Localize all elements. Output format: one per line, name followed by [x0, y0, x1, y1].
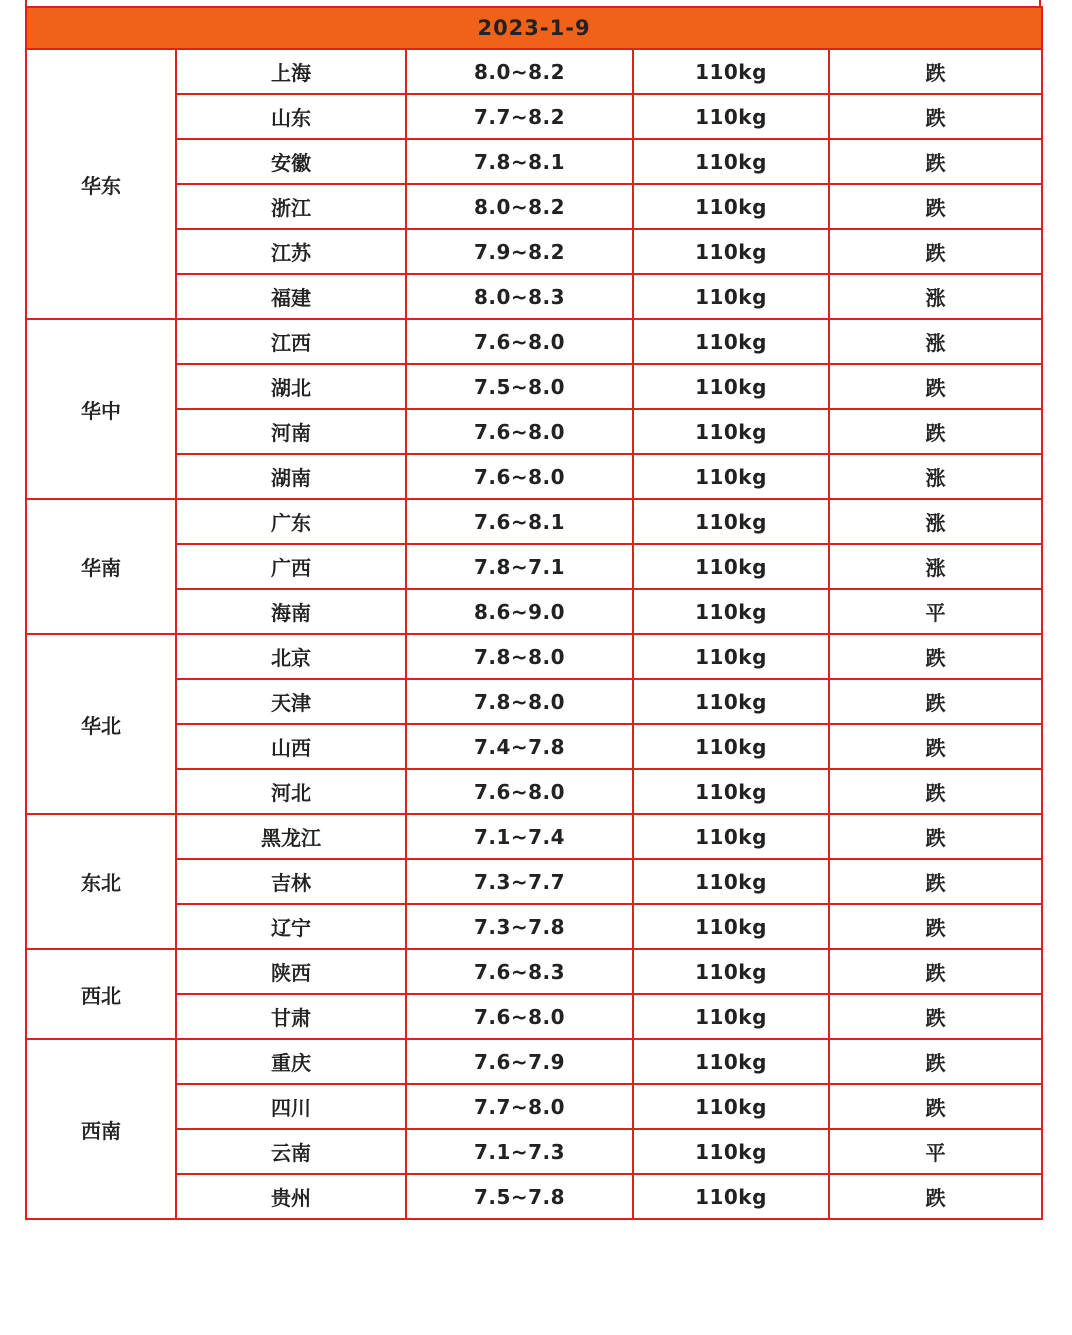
weight-cell: 110kg	[633, 274, 829, 319]
weight-cell: 110kg	[633, 139, 829, 184]
price-range-cell: 7.8~8.0	[406, 679, 633, 724]
price-range-cell: 8.0~8.2	[406, 184, 633, 229]
province-cell: 湖北	[176, 364, 406, 409]
trend-cell: 跌	[829, 994, 1042, 1039]
province-cell: 江苏	[176, 229, 406, 274]
table-row	[26, 49, 1042, 94]
weight-cell: 110kg	[633, 994, 829, 1039]
province-cell: 海南	[176, 589, 406, 634]
price-range-cell: 7.6~8.0	[406, 454, 633, 499]
date-header: 2023-1-9	[26, 7, 1042, 49]
table-row	[26, 1174, 1042, 1219]
table-row	[26, 949, 1042, 994]
price-table	[25, 6, 1043, 1220]
table-row	[26, 769, 1042, 814]
table-row	[26, 994, 1042, 1039]
price-range-cell: 8.6~9.0	[406, 589, 633, 634]
price-range-cell: 7.7~8.2	[406, 94, 633, 139]
weight-cell: 110kg	[633, 409, 829, 454]
province-cell: 甘肃	[176, 994, 406, 1039]
trend-cell: 涨	[829, 319, 1042, 364]
province-cell: 辽宁	[176, 904, 406, 949]
weight-cell: 110kg	[633, 49, 829, 94]
weight-cell: 110kg	[633, 94, 829, 139]
province-cell: 四川	[176, 1084, 406, 1129]
price-range-cell: 7.9~8.2	[406, 229, 633, 274]
region-cell: 华东	[26, 49, 176, 319]
region-cell: 东北	[26, 814, 176, 949]
price-range-cell: 7.8~8.0	[406, 634, 633, 679]
weight-cell: 110kg	[633, 904, 829, 949]
trend-cell: 跌	[829, 49, 1042, 94]
trend-cell: 跌	[829, 139, 1042, 184]
weight-cell: 110kg	[633, 544, 829, 589]
province-cell: 河北	[176, 769, 406, 814]
table-row	[26, 409, 1042, 454]
price-range-cell: 7.7~8.0	[406, 1084, 633, 1129]
trend-cell: 跌	[829, 814, 1042, 859]
table-row	[26, 1129, 1042, 1174]
table-row	[26, 904, 1042, 949]
price-range-cell: 7.6~8.0	[406, 409, 633, 454]
table-row	[26, 814, 1042, 859]
trend-cell: 平	[829, 589, 1042, 634]
trend-cell: 涨	[829, 454, 1042, 499]
weight-cell: 110kg	[633, 679, 829, 724]
table-row	[26, 679, 1042, 724]
weight-cell: 110kg	[633, 319, 829, 364]
trend-cell: 跌	[829, 724, 1042, 769]
province-cell: 贵州	[176, 1174, 406, 1219]
weight-cell: 110kg	[633, 634, 829, 679]
table-row	[26, 859, 1042, 904]
table-row	[26, 94, 1042, 139]
weight-cell: 110kg	[633, 589, 829, 634]
province-cell: 广东	[176, 499, 406, 544]
table-row	[26, 724, 1042, 769]
province-cell: 广西	[176, 544, 406, 589]
table-row	[26, 1039, 1042, 1084]
table-row	[26, 454, 1042, 499]
price-range-cell: 7.8~7.1	[406, 544, 633, 589]
weight-cell: 110kg	[633, 184, 829, 229]
province-cell: 吉林	[176, 859, 406, 904]
price-range-cell: 7.1~7.4	[406, 814, 633, 859]
date-header-row	[26, 7, 1042, 49]
trend-cell: 跌	[829, 409, 1042, 454]
table-row	[26, 184, 1042, 229]
trend-cell: 跌	[829, 1174, 1042, 1219]
price-range-cell: 8.0~8.2	[406, 49, 633, 94]
table-row	[26, 229, 1042, 274]
table-row	[26, 139, 1042, 184]
province-cell: 山西	[176, 724, 406, 769]
province-cell: 福建	[176, 274, 406, 319]
region-cell: 华中	[26, 319, 176, 499]
trend-cell: 平	[829, 1129, 1042, 1174]
weight-cell: 110kg	[633, 499, 829, 544]
table-row	[26, 634, 1042, 679]
trend-cell: 跌	[829, 1039, 1042, 1084]
price-range-cell: 7.4~7.8	[406, 724, 633, 769]
trend-cell: 跌	[829, 94, 1042, 139]
price-range-cell: 7.5~8.0	[406, 364, 633, 409]
price-range-cell: 8.0~8.3	[406, 274, 633, 319]
province-cell: 湖南	[176, 454, 406, 499]
trend-cell: 跌	[829, 1084, 1042, 1129]
table-row	[26, 499, 1042, 544]
province-cell: 浙江	[176, 184, 406, 229]
trend-cell: 跌	[829, 229, 1042, 274]
province-cell: 重庆	[176, 1039, 406, 1084]
region-cell: 华北	[26, 634, 176, 814]
table-row	[26, 1084, 1042, 1129]
weight-cell: 110kg	[633, 814, 829, 859]
weight-cell: 110kg	[633, 1174, 829, 1219]
table-row	[26, 364, 1042, 409]
trend-cell: 跌	[829, 184, 1042, 229]
province-cell: 陕西	[176, 949, 406, 994]
table-row	[26, 589, 1042, 634]
price-range-cell: 7.8~8.1	[406, 139, 633, 184]
trend-cell: 跌	[829, 769, 1042, 814]
price-range-cell: 7.3~7.8	[406, 904, 633, 949]
weight-cell: 110kg	[633, 364, 829, 409]
province-cell: 河南	[176, 409, 406, 454]
trend-cell: 涨	[829, 499, 1042, 544]
trend-cell: 涨	[829, 274, 1042, 319]
price-range-cell: 7.1~7.3	[406, 1129, 633, 1174]
price-range-cell: 7.6~8.1	[406, 499, 633, 544]
weight-cell: 110kg	[633, 724, 829, 769]
trend-cell: 跌	[829, 634, 1042, 679]
price-range-cell: 7.6~8.0	[406, 319, 633, 364]
weight-cell: 110kg	[633, 454, 829, 499]
weight-cell: 110kg	[633, 1084, 829, 1129]
price-range-cell: 7.5~7.8	[406, 1174, 633, 1219]
price-range-cell: 7.6~8.3	[406, 949, 633, 994]
trend-cell: 跌	[829, 364, 1042, 409]
province-cell: 江西	[176, 319, 406, 364]
price-range-cell: 7.3~7.7	[406, 859, 633, 904]
table-row	[26, 544, 1042, 589]
weight-cell: 110kg	[633, 1039, 829, 1084]
price-range-cell: 7.6~7.9	[406, 1039, 633, 1084]
weight-cell: 110kg	[633, 949, 829, 994]
trend-cell: 跌	[829, 859, 1042, 904]
region-cell: 西北	[26, 949, 176, 1039]
trend-cell: 涨	[829, 544, 1042, 589]
price-range-cell: 7.6~8.0	[406, 994, 633, 1039]
table-row	[26, 274, 1042, 319]
price-sheet	[25, 0, 1041, 1220]
province-cell: 天津	[176, 679, 406, 724]
province-cell: 上海	[176, 49, 406, 94]
province-cell: 安徽	[176, 139, 406, 184]
province-cell: 黑龙江	[176, 814, 406, 859]
province-cell: 山东	[176, 94, 406, 139]
province-cell: 北京	[176, 634, 406, 679]
province-cell: 云南	[176, 1129, 406, 1174]
weight-cell: 110kg	[633, 1129, 829, 1174]
trend-cell: 跌	[829, 949, 1042, 994]
table-row	[26, 319, 1042, 364]
trend-cell: 跌	[829, 904, 1042, 949]
price-range-cell: 7.6~8.0	[406, 769, 633, 814]
weight-cell: 110kg	[633, 769, 829, 814]
trend-cell: 跌	[829, 679, 1042, 724]
weight-cell: 110kg	[633, 229, 829, 274]
region-cell: 西南	[26, 1039, 176, 1219]
region-cell: 华南	[26, 499, 176, 634]
weight-cell: 110kg	[633, 859, 829, 904]
